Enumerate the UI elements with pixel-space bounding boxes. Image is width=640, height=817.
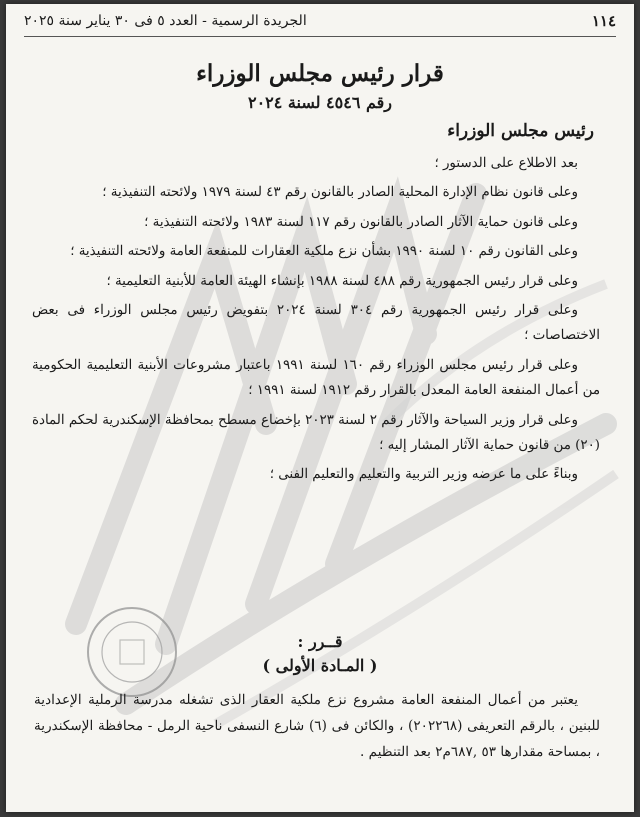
page-number: ١١٤ (591, 12, 616, 30)
preamble-clause: وعلى قرار وزير السياحة والآثار رقم ٢ لسنة ٢٠٢٣ بإخضاع مسطح بمحافظة الإسكندرية لحكم المادة (٢٠) من قانون حماية الآثار المشار إليه ؛ (32, 412, 600, 454)
decree-title: قرار رئيس مجلس الوزراء (196, 60, 444, 87)
decree-number: رقم ٤٥٤٦ لسنة ٢٠٢٤ (247, 93, 393, 112)
preamble-clause: وعلى قانون حماية الآثار الصادر بالقانون رقم ١١٧ لسنة ١٩٨٣ ولائحته التنفيذية ؛ (144, 214, 578, 230)
gazette-page (6, 4, 634, 812)
preamble-clause: وعلى قرار رئيس الجمهورية رقم ٣٠٤ لسنة ٢٠٢٤ بتفويض رئيس مجلس الوزراء فى بعض الاختصاصات ؛ (32, 303, 600, 344)
preamble-clause: بعد الاطلاع على الدستور ؛ (434, 156, 578, 171)
gazette-issue-line: الجريدة الرسمية - العدد ٥ فى ٣٠ يناير سنة ٢٠٢٥ (24, 13, 307, 29)
article-paragraph: يعتبر من أعمال المنفعة العامة مشروع نزع ملكية العقار الذى تشغله مدرسة الرملية الإعدادية للبنين ، بالرقم التعريفى (٢٠٢٢٦٨) ، والكائن فى (٦) شارع النسفى ناحية الرمل - محافظة الإسكندرية ، بمساحة مقدارها ٥٣ ,٦٨٧م٢ بعد التنظيم . (34, 692, 600, 760)
article-title: ( المـادة الأولى ) (262, 656, 378, 675)
preamble-clause: وعلى القانون رقم ١٠ لسنة ١٩٩٠ بشأن نزع ملكية العقارات للمنفعة العامة ولائحته التنفيذية ؛ (70, 244, 578, 260)
preamble-clause: وعلى قرار رئيس الجمهورية رقم ٤٨٨ لسنة ١٩٨٨ بإنشاء الهيئة العامة للأبنية التعليمية ؛ (106, 273, 578, 289)
gazette-header (24, 10, 616, 37)
preamble-clause: وعلى قرار رئيس مجلس الوزراء رقم ١٦٠ لسنة ١٩٩١ باعتبار مشروعات الأبنية التعليمية الحكومية من أعمال المنفعة العامة المعدل بالقرار رقم ١٩١٢ لسنة ١٩٩١ ؛ (32, 357, 600, 399)
decided-label: قــرر : (297, 632, 343, 651)
preamble-clause: وعلى قانون نظام الإدارة المحلية الصادر بالقانون رقم ٤٣ لسنة ١٩٧٩ ولائحته التنفيذية ؛ (102, 185, 578, 201)
preamble (32, 151, 600, 488)
decree-issuer: رئيس مجلس الوزراء (447, 121, 594, 141)
preamble-clause: وبناءً على ما عرضه وزير التربية والتعليم والتعليم الفنى ؛ (269, 467, 578, 483)
article-body (34, 687, 600, 765)
